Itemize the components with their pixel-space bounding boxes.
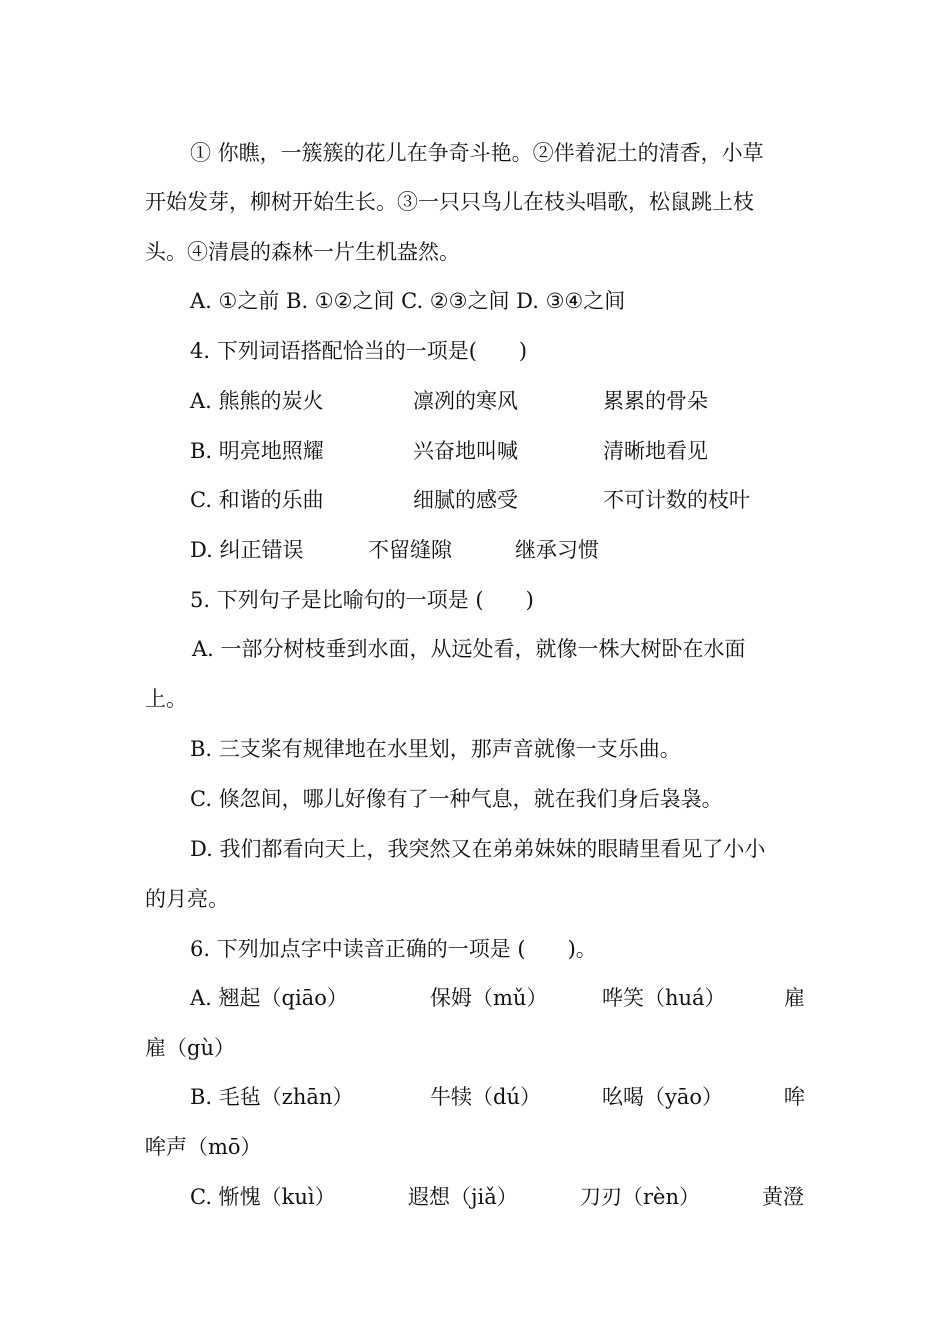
q4-option-b-b: 兴奋地叫喊 <box>413 439 518 463</box>
q6-option-a-item-2: 保姆（mǔ） <box>430 986 548 1010</box>
q4-option-b: B. 明亮地照耀 <box>190 439 324 463</box>
q5-option-d-line-2: 的月亮。 <box>145 887 229 911</box>
q4-stem: 4. 下列词语搭配恰当的一项是( ) <box>190 339 528 363</box>
passage-line-3: 头。④清晨的森林一片生机盎然。 <box>145 240 460 264</box>
q6-option-a-cont: 雇（gù） <box>145 1036 235 1060</box>
q6-option-b-item-4: 哞 <box>784 1085 805 1109</box>
q6-option-c-item-3: 刀刃（rèn） <box>580 1185 700 1209</box>
q5-option-d-line-1: D. 我们都看向天上，我突然又在弟弟妹妹的眼睛里看见了小小 <box>190 837 766 861</box>
passage-line-2: 开始发芽，柳树开始生长。③一只只鸟儿在枝头唱歌，松鼠跳上枝 <box>145 190 754 214</box>
q5-stem: 5. 下列句子是比喻句的一项是 ( ) <box>190 588 534 612</box>
q6-option-b-cont: 哞声（mō） <box>145 1135 262 1159</box>
q4-option-a: A. 熊熊的炭火 <box>190 389 324 413</box>
q4-option-c-c: 不可计数的枝叶 <box>603 488 750 512</box>
q6-option-c-item-2: 遐想（jiǎ） <box>408 1185 518 1209</box>
q4-option-c: C. 和谐的乐曲 <box>190 488 324 512</box>
q4-option-d: D. 纠正错误 <box>190 538 304 562</box>
q3-options: A. ①之前 B. ①②之间 C. ②③之间 D. ③④之间 <box>190 289 626 313</box>
q6-option-c-item-4: 黄澄 <box>762 1185 804 1209</box>
q4-option-a-c: 累累的骨朵 <box>603 389 708 413</box>
q4-option-d-c: 继承习惯 <box>515 538 599 562</box>
q4-option-b-c: 清晰地看见 <box>603 439 708 463</box>
q5-option-a-line-1: A. 一部分树枝垂到水面，从远处看，就像一株大树卧在水面 <box>192 637 746 661</box>
q5-option-a-line-2: 上。 <box>145 687 187 711</box>
q6-option-b-item-3: 吆喝（yāo） <box>602 1085 724 1109</box>
passage-line-1: ① 你瞧，一簇簇的花儿在争奇斗艳。②伴着泥土的清香，小草 <box>190 141 764 165</box>
q6-option-c-item-1: C. 惭愧（kuì） <box>190 1185 336 1209</box>
q4-option-a-b: 凛冽的寒风 <box>413 389 518 413</box>
q6-stem: 6. 下列加点字中读音正确的一项是 ( )。 <box>190 937 597 961</box>
q5-option-c: C. 倏忽间，哪儿好像有了一种气息，就在我们身后袅袅。 <box>190 787 723 811</box>
q6-option-b-item-1: B. 毛毡（zhān） <box>190 1085 354 1109</box>
q4-option-d-b: 不留缝隙 <box>368 538 452 562</box>
q4-option-c-b: 细腻的感受 <box>413 488 518 512</box>
q6-option-b-item-2: 牛犊（dú） <box>430 1085 541 1109</box>
q6-option-a-item-3: 哗笑（huá） <box>602 986 726 1010</box>
q6-option-a-item-4: 雇 <box>784 986 805 1010</box>
q5-option-b: B. 三支桨有规律地在水里划，那声音就像一支乐曲。 <box>190 737 681 761</box>
q6-option-a-item-1: A. 翘起（qiāo） <box>190 986 348 1010</box>
